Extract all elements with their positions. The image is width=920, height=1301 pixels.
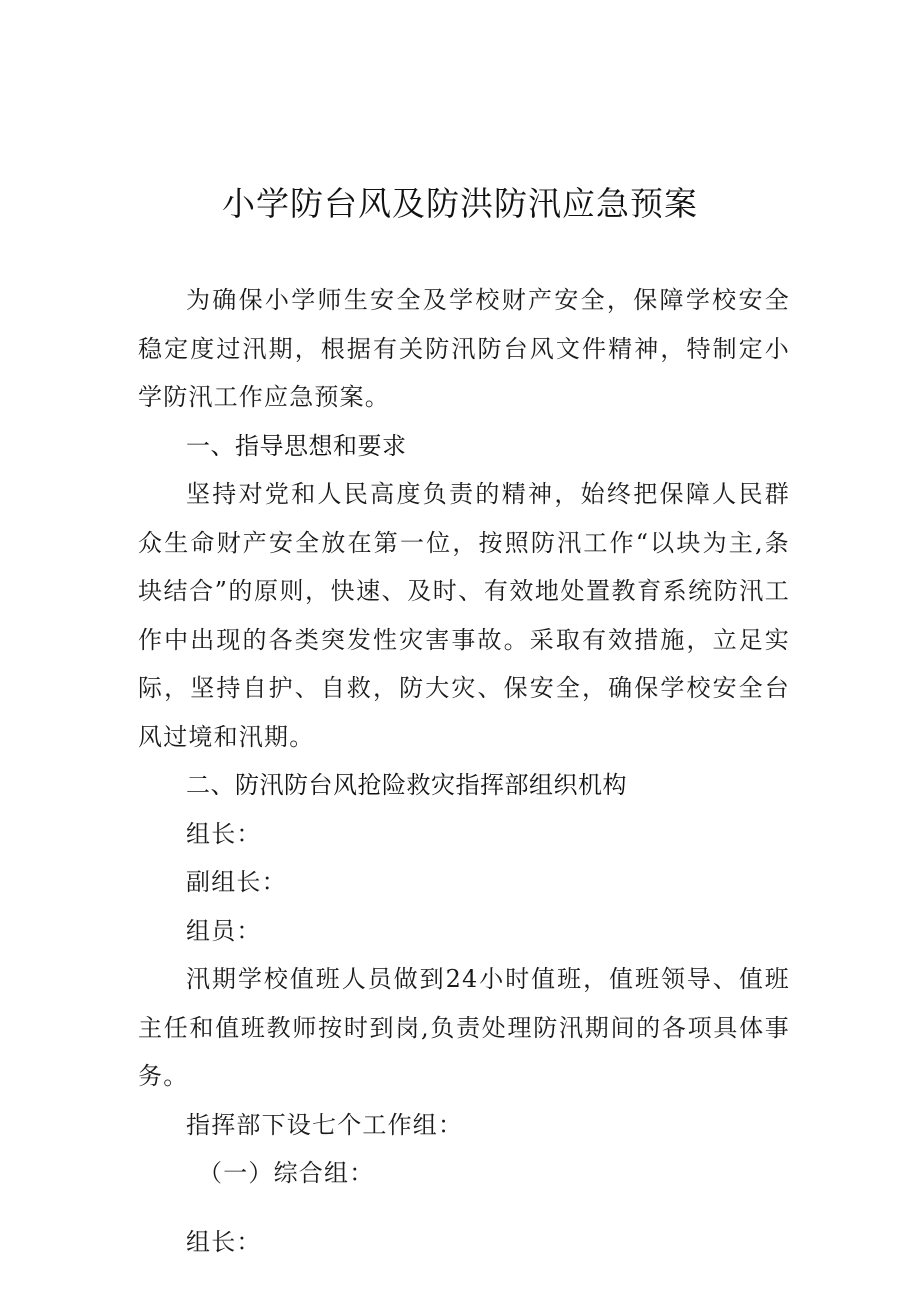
- group-comprehensive-heading: （一）综合组：: [198, 1159, 375, 1187]
- work-groups-intro: 指挥部下设七个工作组：: [186, 1110, 464, 1139]
- section-heading-guiding-principles: 一、指导思想和要求: [186, 431, 407, 460]
- duty-paragraph: 汛期学校值班人员做到24小时值班，值班领导、值班主任和值班教师按时到岗,负责处理防汛期间的各项具体事务。: [138, 965, 790, 1090]
- leader-line: 组长：: [186, 819, 262, 848]
- guiding-principles-paragraph: 坚持对党和人民高度负责的精神，始终把保障人民群众生命财产安全放在第一位，按照防汛工作“以块为主,条块结合”的原则，快速、及时、有效地处置教育系统防汛工作中出现的各类突发性灾害事故。采取有效措施，立足实际，坚持自护、自救，防大灾、保安全，确保学校安全台风过境和汛期。: [138, 480, 790, 751]
- group-comprehensive-leader-line: 组长：: [186, 1227, 262, 1256]
- document-body: [138, 276, 790, 1266]
- intro-paragraph: 为确保小学师生安全及学校财产安全，保障学校安全稳定度过汛期，根据有关防汛防台风文件精神，特制定小学防汛工作应急预案。: [138, 286, 790, 411]
- deputy-leader-line: 副组长：: [186, 868, 287, 896]
- section-heading-command-organization: 二、防汛防台风抢险救灾指挥部组织机构: [186, 771, 627, 799]
- members-line: 组员：: [186, 916, 262, 945]
- document-title: 小学防台风及防洪防汛应急预案: [222, 184, 698, 223]
